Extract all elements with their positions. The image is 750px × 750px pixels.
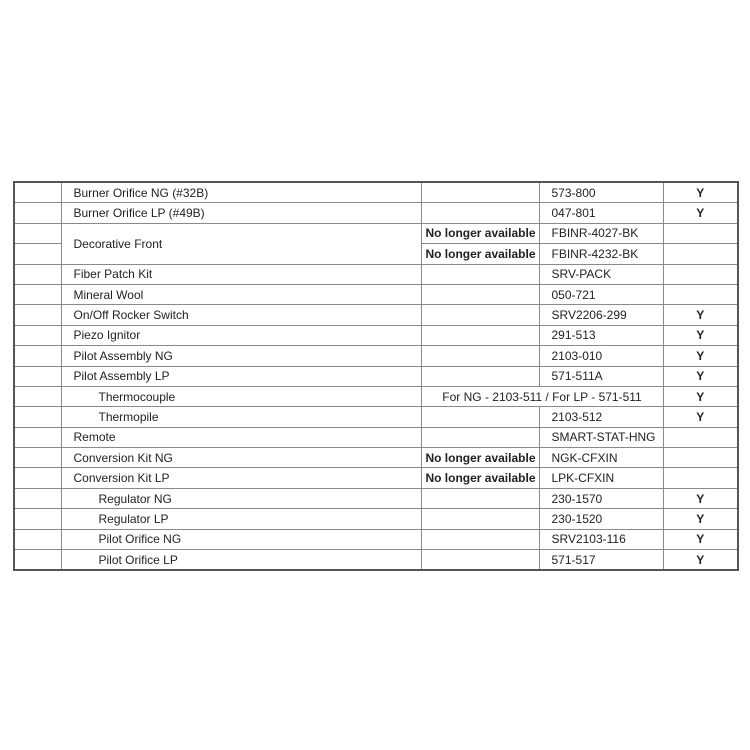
blank-cell — [14, 182, 61, 203]
note-cell — [421, 182, 539, 203]
blank-cell — [14, 366, 61, 386]
blank-cell — [14, 305, 61, 325]
part-number-cell: 230-1520 — [539, 509, 663, 529]
description-cell: Pilot Orifice LP — [61, 550, 421, 571]
blank-cell — [14, 529, 61, 549]
note-cell: For NG - 2103-511 / For LP - 571-511 — [421, 386, 663, 406]
description-cell: Conversion Kit LP — [61, 468, 421, 488]
flag-cell: Y — [663, 529, 738, 549]
flag-cell — [663, 244, 738, 264]
parts-table — [13, 181, 739, 571]
flag-cell: Y — [663, 325, 738, 345]
table-row — [14, 386, 738, 406]
flag-cell: Y — [663, 305, 738, 325]
blank-cell — [14, 264, 61, 284]
blank-cell — [14, 448, 61, 468]
part-number-cell: 2103-010 — [539, 346, 663, 366]
description-cell: Thermocouple — [61, 386, 421, 406]
flag-cell — [663, 448, 738, 468]
description-cell: Decorative Front — [61, 223, 421, 264]
table-row — [14, 448, 738, 468]
description-cell: Conversion Kit NG — [61, 448, 421, 468]
blank-cell — [14, 203, 61, 223]
description-cell: Burner Orifice LP (#49B) — [61, 203, 421, 223]
blank-cell — [14, 325, 61, 345]
blank-cell — [14, 244, 61, 264]
note-cell — [421, 366, 539, 386]
table-row — [14, 182, 738, 203]
blank-cell — [14, 509, 61, 529]
flag-cell: Y — [663, 203, 738, 223]
flag-cell: Y — [663, 182, 738, 203]
note-cell — [421, 284, 539, 304]
part-number-cell: SRV2103-116 — [539, 529, 663, 549]
note-cell — [421, 407, 539, 427]
part-number-cell: 230-1570 — [539, 488, 663, 508]
table-row — [14, 550, 738, 571]
table-row — [14, 223, 738, 243]
blank-cell — [14, 284, 61, 304]
part-number-cell: SRV2206-299 — [539, 305, 663, 325]
blank-cell — [14, 468, 61, 488]
part-number-cell: FBINR-4232-BK — [539, 244, 663, 264]
part-number-cell: SRV-PACK — [539, 264, 663, 284]
description-cell: Mineral Wool — [61, 284, 421, 304]
note-cell — [421, 529, 539, 549]
flag-cell: Y — [663, 386, 738, 406]
description-cell: Burner Orifice NG (#32B) — [61, 182, 421, 203]
flag-cell — [663, 284, 738, 304]
part-number-cell: 571-511A — [539, 366, 663, 386]
description-cell: Regulator LP — [61, 509, 421, 529]
part-number-cell: 573-800 — [539, 182, 663, 203]
flag-cell — [663, 264, 738, 284]
blank-cell — [14, 488, 61, 508]
flag-cell: Y — [663, 346, 738, 366]
table-row — [14, 488, 738, 508]
table-row — [14, 407, 738, 427]
part-number-cell: 047-801 — [539, 203, 663, 223]
flag-cell: Y — [663, 509, 738, 529]
blank-cell — [14, 407, 61, 427]
note-cell: No longer available — [421, 244, 539, 264]
note-cell — [421, 305, 539, 325]
flag-cell — [663, 427, 738, 447]
blank-cell — [14, 550, 61, 571]
description-cell: Pilot Assembly NG — [61, 346, 421, 366]
blank-cell — [14, 223, 61, 243]
part-number-cell: 291-513 — [539, 325, 663, 345]
description-cell: On/Off Rocker Switch — [61, 305, 421, 325]
blank-cell — [14, 346, 61, 366]
table-row — [14, 366, 738, 386]
table-row — [14, 305, 738, 325]
note-cell — [421, 550, 539, 571]
blank-cell — [14, 386, 61, 406]
blank-cell — [14, 427, 61, 447]
table-row — [14, 346, 738, 366]
note-cell — [421, 203, 539, 223]
note-cell — [421, 264, 539, 284]
note-cell — [421, 346, 539, 366]
flag-cell: Y — [663, 488, 738, 508]
table-row — [14, 529, 738, 549]
note-cell — [421, 325, 539, 345]
note-cell: No longer available — [421, 448, 539, 468]
part-number-cell: NGK-CFXIN — [539, 448, 663, 468]
part-number-cell: LPK-CFXIN — [539, 468, 663, 488]
table-row — [14, 264, 738, 284]
table-row — [14, 203, 738, 223]
table-row — [14, 284, 738, 304]
description-cell: Remote — [61, 427, 421, 447]
note-cell — [421, 509, 539, 529]
note-cell — [421, 488, 539, 508]
flag-cell: Y — [663, 550, 738, 571]
flag-cell: Y — [663, 407, 738, 427]
part-number-cell: 050-721 — [539, 284, 663, 304]
note-cell: No longer available — [421, 468, 539, 488]
table-row — [14, 325, 738, 345]
part-number-cell: 571-517 — [539, 550, 663, 571]
description-cell: Thermopile — [61, 407, 421, 427]
part-number-cell: 2103-512 — [539, 407, 663, 427]
flag-cell: Y — [663, 366, 738, 386]
note-cell — [421, 427, 539, 447]
description-cell: Piezo Ignitor — [61, 325, 421, 345]
description-cell: Fiber Patch Kit — [61, 264, 421, 284]
table-row — [14, 509, 738, 529]
description-cell: Regulator NG — [61, 488, 421, 508]
flag-cell — [663, 223, 738, 243]
description-cell: Pilot Assembly LP — [61, 366, 421, 386]
part-number-cell: SMART-STAT-HNG — [539, 427, 663, 447]
table-row — [14, 468, 738, 488]
description-cell: Pilot Orifice NG — [61, 529, 421, 549]
table-row — [14, 427, 738, 447]
part-number-cell: FBINR-4027-BK — [539, 223, 663, 243]
flag-cell — [663, 468, 738, 488]
note-cell: No longer available — [421, 223, 539, 243]
